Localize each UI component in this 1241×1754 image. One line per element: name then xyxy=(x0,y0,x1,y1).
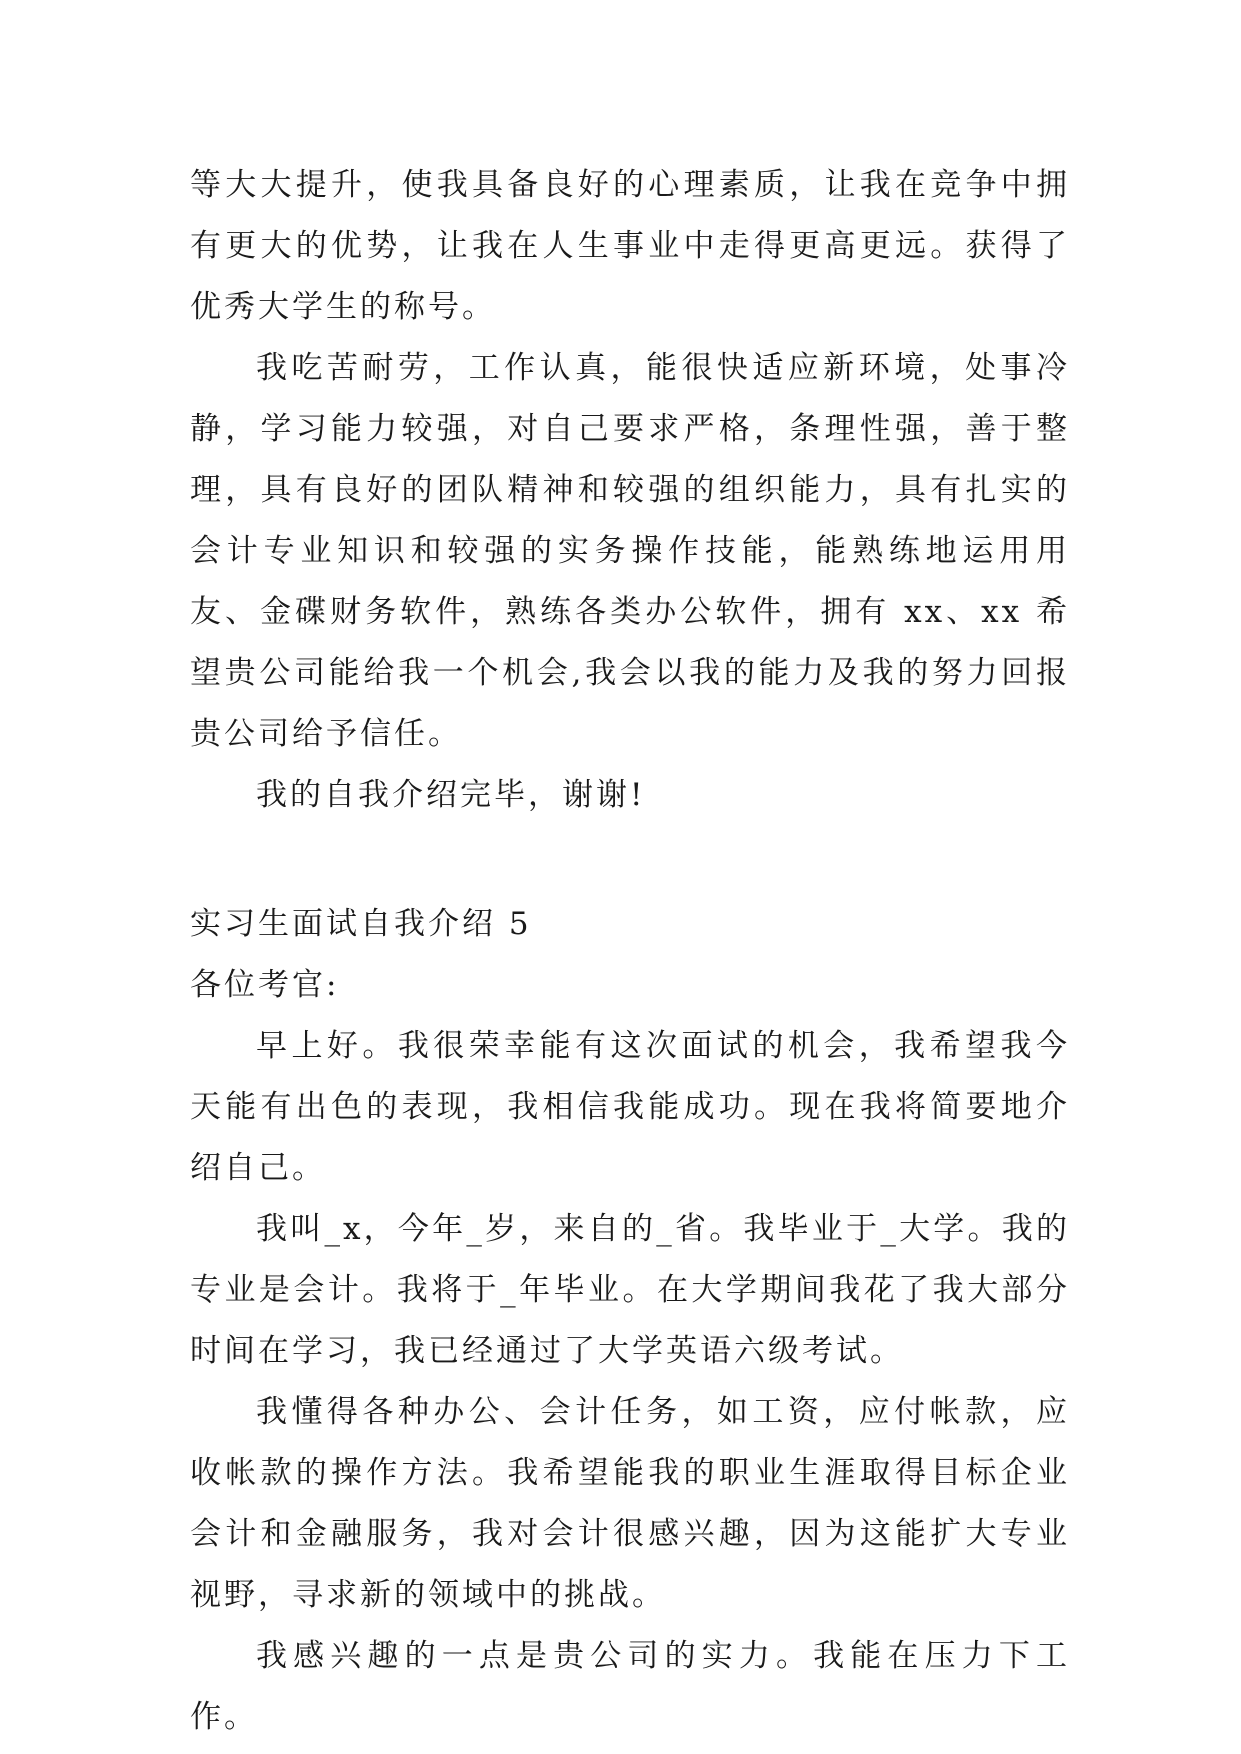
paragraph-background: 我叫_x，今年_岁，来自的_省。我毕业于_大学。我的专业是会计。我将于_年毕业。在大学期间我花了我大部分时间在学习，我已经通过了大学英语六级考试。 xyxy=(190,1211,1070,1369)
section-heading: 实习生面试自我介绍 5 xyxy=(190,906,532,942)
document-body xyxy=(190,155,1070,1748)
paragraph-interest: 我感兴趣的一点是贵公司的实力。我能在压力下工作。 xyxy=(190,1638,1070,1735)
paragraph-experience: 我懂得各种办公、会计任务，如工资，应付帐款，应收帐款的操作方法。我希望能我的职业生涯取得目标企业会计和金融服务，我对会计很感兴趣，因为这能扩大专业视野，寻求新的领域中的挑战。 xyxy=(190,1394,1070,1613)
paragraph-skills: 我吃苦耐劳，工作认真，能很快适应新环境，处事冷静，学习能力较强，对自己要求严格，条理性强，善于整理，具有良好的团队精神和较强的组织能力，具有扎实的会计专业知识和较强的实务操作技能，能熟练地运用用友、金碟财务软件，熟练各类办公软件，拥有 xx、xx 希望贵公司能给我一个机会,我会以我的能力及我的努力回报贵公司给予信任。 xyxy=(190,350,1070,752)
paragraph-continuation: 等大大提升，使我具备良好的心理素质，让我在竞争中拥有更大的优势，让我在人生事业中走得更高更远。获得了优秀大学生的称号。 xyxy=(190,167,1070,325)
paragraph-closing: 我的自我介绍完毕，谢谢! xyxy=(256,777,646,813)
paragraph-greeting: 早上好。我很荣幸能有这次面试的机会，我希望我今天能有出色的表现，我相信我能成功。现在我将简要地介绍自己。 xyxy=(190,1028,1070,1186)
salutation: 各位考官: xyxy=(190,967,340,1003)
